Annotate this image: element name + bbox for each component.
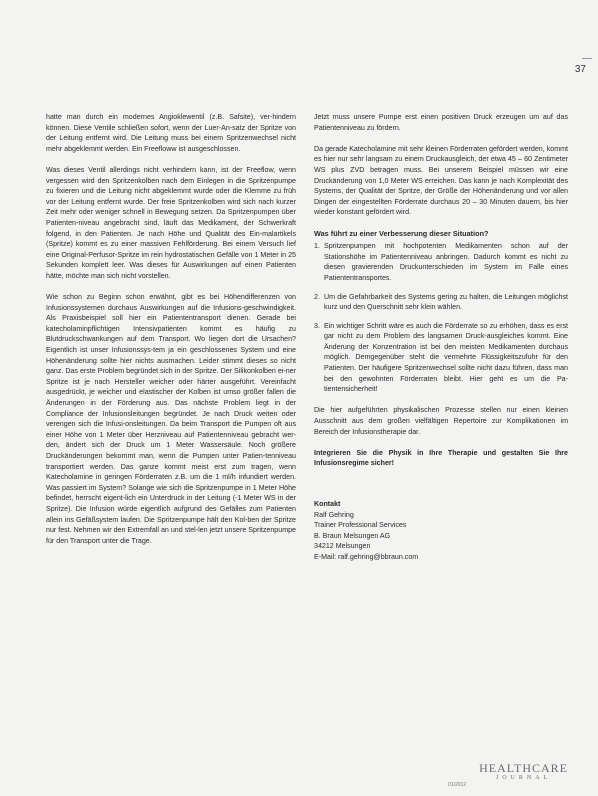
left-paragraph: Wie schon zu Beginn schon erwähnt, gibt es bei Höhendifferenzen von Infusionssystemen durchaus Auswirkungen auf die Infusions-geschwindigkeit. Als Praxisbeispiel soll hier ein Patiententransport dienen. Gerade bei katecholaminpflichtigen Intensivpatienten kommt es häufig zu Blutdruckschwankungen auf dem Transport. Wo liegen dort die Ursachen? Eigentlich ist unser Infusionssys-tem ja ein geschlossenes System und eine Höhenänderung sollte hier nichts ausmachen. Leider stimmt dieses so nicht ganz. Das erste Problem begründet sich in der Spritze. Der Silikonkolben ei-ner Spritze ist je nach Hersteller weicher oder härter ausgeführt. Vereinfacht ausgedrückt, je weicher und elastischer der Kolben ist umso größer fallen die Änderungen in der Förderung aus. Das nächste Problem liegt in der Compliance der Infusionsleitungen begründet. Je nach Druck weiten oder verengen sich die Infusi-onsleitungen. Da beim Transport die Pumpen oft aus einer Höhe von 1 Meter über Herzniveau auf Patientenniveau gebracht wer-den, ändert sich der Druck um 1 Meter Wassersäule. Noch größere Druckänderungen bekommt man, wenn die Pumpen unter Patien-tenniveau transportiert werden. Das ganze kommt meist erst zum tragen, wenn Katecholamine in geringen Förderraten z.B. um die 1 ml/h infundiert werden. Was passiert im System? Solange wie sich die Spritzenpumpe in 1 Meter Höhe befindet, herrscht eigent-lich ein Unterdruck in der Leitung (-1 Meter WS in der Spritze). Die Infusion würde eigentlich aufgrund des Gefälles zum Patienten allein ins Gefäßsystem laufen. Die Spritzenpumpe hält den Kol-ben der Spritze nur fest. Nehmen wir den Extremfall an und stel-len jetzt unsere Spritzenpumpe für den Transport unter die Trage.: [46, 293, 296, 545]
left-paragraph: Was dieses Ventil allerdings nicht verhindern kann, ist der Freeflow, wenn vergessen wird den Spritzenkolben nach dem Einlegen in die Spritzenpumpe zu fixieren und die Leitung nicht abgeklemmt wurde oder die Klemme zu früh vor der Leitung entfernt wurde. Der freie Spritzenkolben wird sich nach kurzer Zeit mehr oder weniger schnell in Bewegung setzen. Da Spritzenpumpen über Patienten-niveau angebracht sind, läuft das Medikament, der Schwerkraft folgend, in den Patienten. Je nach Höhe und Qualität des Ein-malartikels (Spritze) kommt es zu einer massiven Fehlförderung. Bei einem Versuch lief eine Original-Perfusor-Spritze im rein hydrostatischen Gefälle von 1 Meter in 25 Sekunden komplett leer. Was dieses für Auswirkungen auf einen Patienten hätte, möchte man sich nicht vorstellen.: [46, 165, 296, 280]
list-item: [314, 321, 568, 395]
section-heading: Was führt zu einer Verbesserung dieser Situation?: [314, 228, 489, 238]
call-to-action: Integrieren Sie die Physik in Ihre Therapie und gestalten Sie Ihre Infusionsregime sicher!: [314, 448, 568, 468]
list-number: 2.: [314, 292, 320, 301]
right-paragraph: Jetzt muss unsere Pumpe erst einen positiven Druck erzeugen um auf das Patientenniveau zu fördern.: [314, 113, 568, 132]
contact-title: Kontakt: [314, 500, 341, 508]
contact-role: Trainer Professional Services: [314, 521, 407, 530]
logo-line-2: JOURNAL: [495, 775, 552, 781]
contact-city: 34212 Melsungen: [314, 542, 371, 551]
logo-line-1: HEALTHCARE: [479, 761, 568, 775]
left-paragraph: hatte man durch ein modernes Angioklewentil (z.B. Safsite), ver-hindern können. Diese Ventile schließen sofort, wenn der Luer-An-satz der Spritze von der Leitung entfernt wird. Die Leitung muss bei einem Spritzenwechsel nicht mehr abgeklemmt werden. Ein Freefloww ist ausgeschlossen.: [46, 113, 296, 153]
list-item: [314, 241, 568, 283]
list-number: 1.: [314, 242, 320, 251]
list-number: 3.: [314, 321, 320, 330]
right-column: [314, 112, 568, 563]
contact-block: [314, 499, 568, 563]
journal-logo: [479, 762, 568, 782]
page-number: 37: [574, 64, 586, 75]
list-text: Ein wichtiger Schritt wäre es auch die Förderrate so zu erhöhen, dass es erst gar nicht zu dem Problem des langsamen Druck-ausgleiches kommt. Eine Änderung der Konzentration ist bei den meisten Medikamenten durchaus möglich. Demgegenüber steht die vermehrte Flüssigkeitszufuhr für den Patienten. Der häufigere Spritzenwechsel sollte nicht dazu führen, dass man bei den gewohnten Förderraten bleibt. Hier geht es um die Pa-tientensicherheit!: [324, 321, 568, 394]
contact-email[interactable]: E-Mail: ralf.gehring@bbraun.com: [314, 552, 419, 561]
contact-company: B. Braun Melsungen AG: [314, 531, 391, 540]
improvement-list: [314, 241, 568, 395]
contact-name: Ralf Gehring: [314, 510, 354, 519]
list-item: [314, 292, 568, 313]
left-column: [46, 112, 296, 557]
summary-paragraph: Die hier aufgeführten physikalischen Prozesse stellen nur einen kleinen Ausschnitt aus dem großen vielfältigen Repertoire zur Komplikationen im Bereich der Infusionstherapie dar.: [314, 406, 568, 436]
list-text: Spritzenpumpen mit hochpotenten Medikamenten schon auf der Stationshöhe im Patientenniveau anbringen. Dadurch kommt es nicht zu diesen gravierenden Druckunterschieden im System im Falle eines Patiententransportes.: [324, 242, 568, 282]
top-rule: [582, 58, 592, 59]
footer-issue: 01/2012: [448, 782, 467, 788]
list-text: Um die Gefahrbarkeit des Systems gering zu halten, die Leitungen möglichst kurz und den Querschnitt sehr klein wählen.: [324, 292, 568, 312]
right-paragraph: Da gerade Katecholamine mit sehr kleinen Förderraten gefördert werden, kommt es hier nur sehr langsam zu einem Druckausgleich, der etwa 45 – 60 Zentimeter WS plus ZVD betragen muss. Bei unserem Beispiel müssen wir eine Druckänderung von 1,0 Meter WS erreichen. Das kann je nach Komplexität des Systems, der Qualität der Spritze, der Größe der Höhenänderung und vor allen Dingen der eingestellten Förderrate durchaus 20 – 30 Minuten dauern, bis hier wieder konstant gefördert wird.: [314, 144, 568, 217]
